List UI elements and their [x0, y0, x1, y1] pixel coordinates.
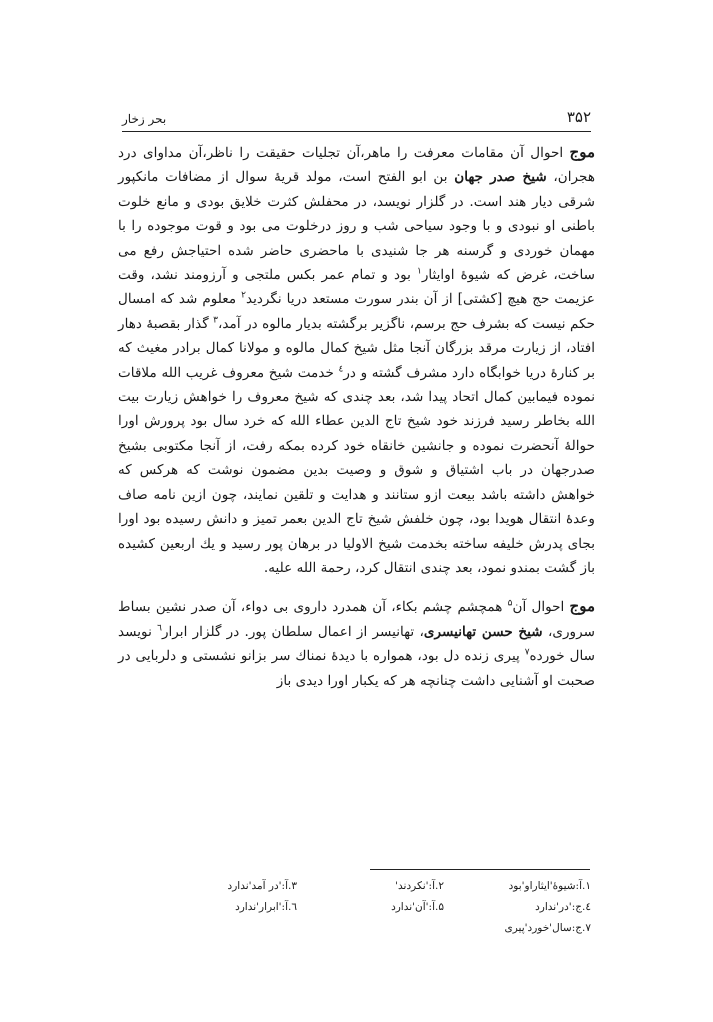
person-name: شیخ حسن تهانیسری: [423, 623, 543, 640]
footnote-row: [150, 876, 591, 897]
footnote-marker: ۷: [524, 647, 530, 658]
paragraph-text: ، تهانیسر از اعمال سلطان پور. در گلزار ابرار: [161, 623, 424, 640]
footnote: ٤.ج:'در'ندارد: [535, 901, 591, 913]
paragraph-text: نویسد سال خورده: [118, 623, 595, 665]
paragraph-text: خدمت شیخ معروف غریب الله ملاقات نموده فیمابین کمال اتحاد پیدا شد، بعد چندی که شیخ معروف را خواهش زیارت بیت الله بخاطر رسید فرزند خود شیخ تاج الدین عطاء الله که خرد سال بود پرورش اورا حوالهٔ آنحضرت نموده و جانشین خانقاه خود کرده بمکه رفت، از آنجا مکتوبی بشیخ صدرجهان در باب اشتیاق و شوق و وصیت بدین مضمون نوشت که هرکس که خواهش داشته باشد بیعت ازو ستانند و هدایت و تلقین نمایند، چون ازین نامه صاف وعدهٔ انتقال هویدا بود، چون خلفش شیخ تاج الدین بعمر تمیز و دانش رسیده بود اورا بجای پدرش خلیفه ساخته بخدمت شیخ الاولیا در برهان پور رسید و یك اربعین کشیده باز گشت بمندو نمود، بعد چندی انتقال کرد، رحمة الله علیه.: [118, 364, 595, 576]
paragraph-text: احوال آن مقامات معرفت را ماهر،آن تجلیات حقیقت را ناظر،آن مداوای درد هجران،: [118, 145, 595, 186]
footnote-marker: ٦: [157, 623, 162, 634]
footnote-marker: ۵: [507, 598, 513, 609]
paragraph-text: همچشم چشم بکاء، آن همدرد داروی بی دواء، آن صدر نشین بساط سروری،: [118, 599, 595, 640]
paragraph-keyword: موج: [569, 597, 595, 616]
footnote-row: [150, 897, 591, 918]
footnote: ۷.ج:سال'خورد'پیری: [504, 922, 591, 934]
paragraph-text: پیری زنده دل بود، همواره با دیدهٔ نمناك سر بزانو نشستی و دلربایی در صحبت او آشنایی داشت چنانچه هر که یکبار اورا دیدی باز: [118, 648, 595, 689]
page-number: ۳۵۲: [566, 108, 591, 126]
footnote-marker: ٤: [338, 364, 344, 375]
paragraph-text: معلوم شد که امسال حکم نیست که بشرف حج برسم، ناگزیر برگشته بدیار مالوه در آمد،: [118, 291, 595, 332]
paragraph-text: گذار بقصبهٔ دهار افتاد، از زیارت مرقد بزرگان آنجا مثل شیخ کمال مالوه و مولانا کمال برادر مغیث که بر کنارهٔ دریا خوابگاه دارد مشرف گشته و در: [118, 315, 595, 381]
paragraph-keyword: موج: [569, 143, 595, 161]
footnotes: [150, 876, 591, 939]
paragraph-1: [118, 140, 595, 580]
footnote: ۱.آ:شیوهٔ'ایثاراو'بود: [508, 880, 591, 892]
paragraph-text: احوال آن: [512, 599, 570, 616]
person-name: شیخ صدر جهان: [454, 169, 547, 186]
paragraph-text: بن ابو الفتح است، مولد قریهٔ سوال از مضافات مانکپور شرقی دیار هند است. در گلزار نویسد، در محفلش کثرت خلایق بودی و مانع خلوت باطنی او نبودی و با وجود سیاحی شب و روز درخلوت می بود و قوت موجوده را با مهمان خوردی و گرسنه هر جا شنیدی با ماحضری حاضر شده احتیاجش رفع می ساخت، غرض که شیوهٔ اوایثار: [118, 169, 595, 284]
footnote: ۵.آ:'آن'ندارد: [391, 901, 444, 913]
paragraph-text: بود و تمام عمر بکس ملتجی و آرزومند نشد، وقت عزیمت حج هیچ [کشتی] از آن بندر سورت مستعد دریا نگردید: [118, 267, 595, 308]
page-header: [122, 104, 591, 126]
paragraph-2: [118, 594, 595, 693]
footnote-row: [150, 918, 591, 939]
footnote-marker: ۳: [213, 315, 219, 326]
body-text: [118, 140, 595, 693]
footnote: ۲.آ:'نکردند': [395, 880, 444, 892]
footnote-rule: [370, 869, 590, 870]
footnote: ٦.آ:'ابرار'ندارد: [235, 901, 297, 913]
running-title: بحر زخار: [122, 112, 167, 126]
header-rule: [122, 131, 591, 132]
footnote: ۳.آ:'در آمد'ندارد: [227, 880, 297, 892]
footnote-marker: ۱: [416, 266, 422, 277]
footnote-marker: ۲: [241, 290, 246, 301]
